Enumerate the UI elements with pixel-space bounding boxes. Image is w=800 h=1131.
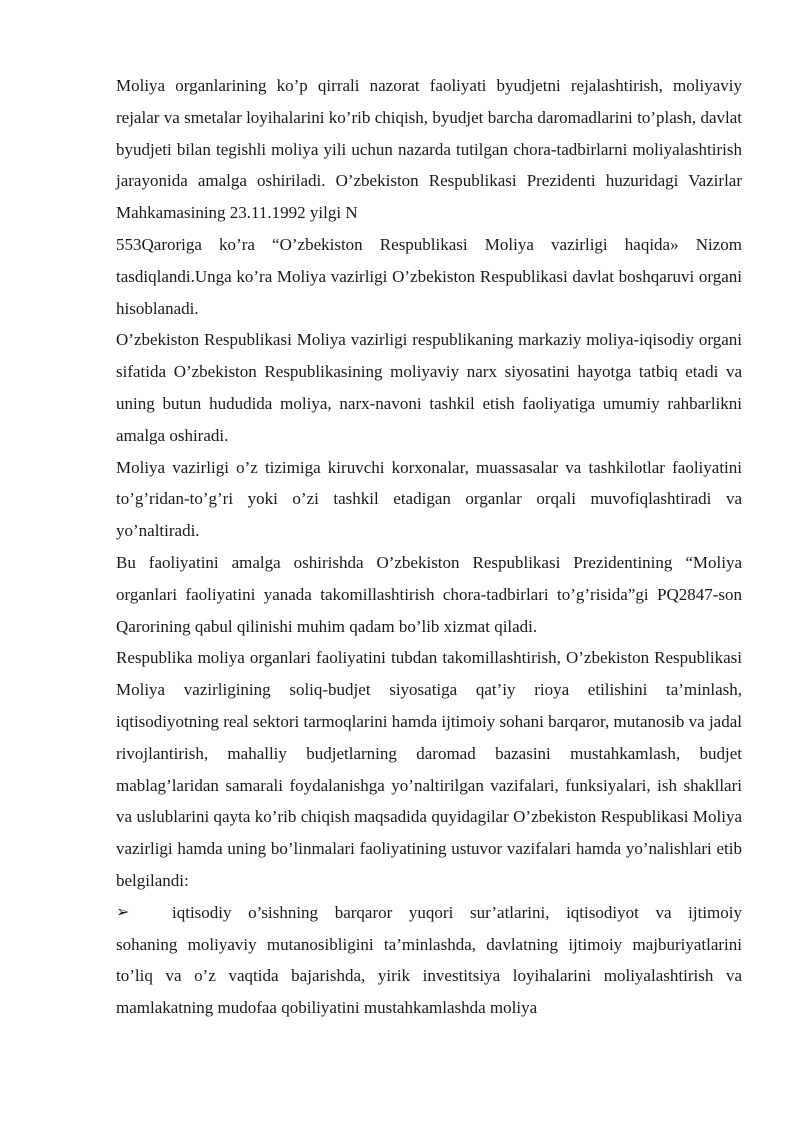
bullet-first-line: iqtisodiy o’sishning barqaror yuqori sur’atlarini, iqtisodiyot va ijtimoiy [172,902,742,922]
paragraph-6: Respublika moliya organlari faoliyatini tubdan takomillashtirish, O’zbekiston Respublikasi Moliya vazirligining soliq-budjet siyosatiga qat’iy rioya etilishini ta’minlash, iqtisodiyotning real sektori tarmoqlarini hamda ijtimoiy sohani barqaror, mutanosib va jadal rivojlantirish, mahalliy budjetlarning daromad bazasini mustahkamlash, budjet mablag’laridan samarali foydalanishga yo’naltirilgan vazifalari, funksiyalari, ish shakllari va uslublarini qayta ko’rib chiqish maqsadida quyidagilar O’zbekiston Respublikasi Moliya vazirligi hamda uning bo’linmalari faoliyatining ustuvor vazifalari hamda yo’nalishlari etib belgilandi: [116,648,742,890]
document-page [116,70,742,1024]
paragraph-4: Moliya vazirligi o’z tizimiga kiruvchi korxonalar, muassasalar va tashkilotlar faoliyatini to’g’ridan-to’g’ri yoki o’zi tashkil etadigan organlar orqali muvofiqlashtiradi va yo’naltiradi. [116,457,742,541]
paragraph-1: Moliya organlarining ko’p qirrali nazorat faoliyati byudjetni rejalashtirish, moliyaviy rejalar va smetalar loyihalarini ko’rib chiqish, byudjet barcha daromadlarini to’plash, davlat byudjeti bilan tegishli moliya yili uchun nazarda tutilgan chora-tadbirlarni moliyalashtirish jarayonida amalga oshiriladi. O’zbekiston Respublikasi Prezidenti huzuridagi Vazirlar Mahkamasining 23.11.1992 yilgi N [116,76,742,223]
paragraph-5: Bu faoliyatini amalga oshirishda O’zbekiston Respublikasi Prezidentining “Moliya organlari faoliyatini yanada takomillashtirish chora-tadbirlari to’g’risida”gi PQ2847-son Qarorining qabul qilinishi muhim qadam bo’lib xizmat qiladi. [116,552,742,636]
paragraph-2: 553Qaroriga ko’ra “O’zbekiston Respublikasi Moliya vazirligi haqida» Nizom tasdiqlandi.Unga ko’ra Moliya vazirligi O’zbekiston Respublikasi davlat boshqaruvi organi hisoblanadi. [116,234,742,318]
bullet-item [116,897,742,929]
bullet-continuation: sohaning moliyaviy mutanosibligini ta’minlashda, davlatning ijtimoiy majburiyatlarini to’liq va o’z vaqtida bajarishda, yirik investitsiya loyihalarini moliyalashtirish va mamlakatning mudofaa qobiliyatini mustahkamlashda moliya [116,934,742,1018]
arrow-bullet-icon: ➢ [116,903,130,921]
paragraph-3: O’zbekiston Respublikasi Moliya vazirligi respublikaning markaziy moliya-iqisodiy organi sifatida O’zbekiston Respublikasining moliyaviy narx siyosatini hayotga tatbiq etadi va uning butun hududida moliya, narx-navoni tashkil etish faoliyatiga umumiy rahbarlikni amalga oshiradi. [116,330,742,445]
